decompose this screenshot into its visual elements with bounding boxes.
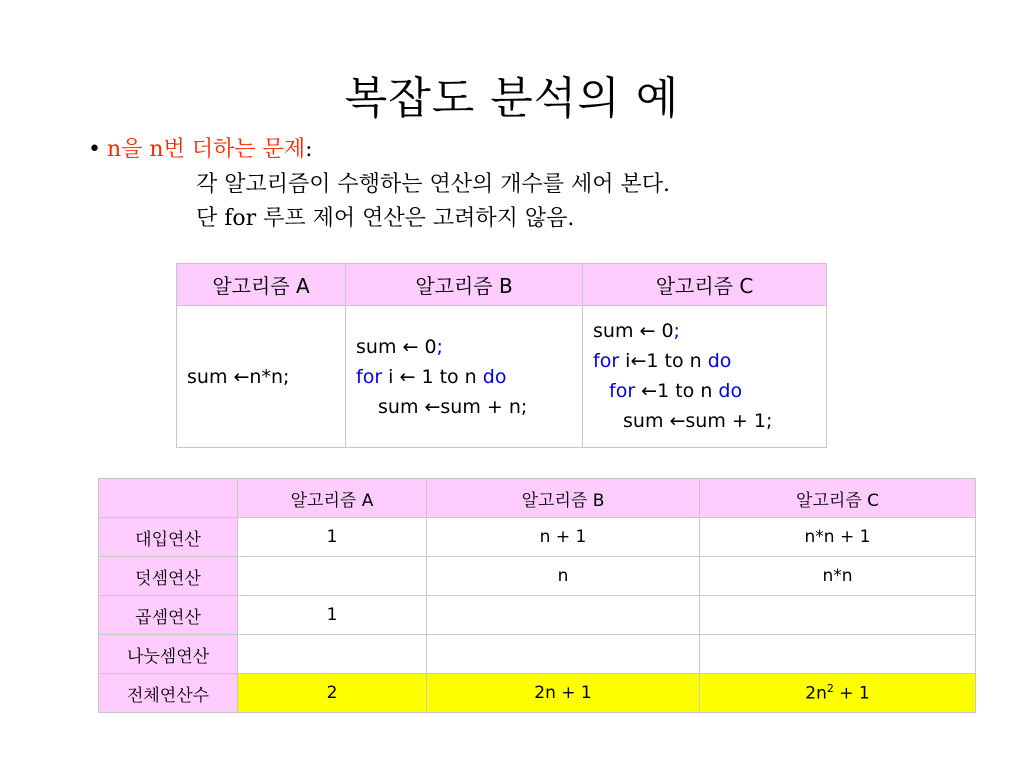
code-b-semicolon: ; (436, 335, 443, 358)
code-c-line-1 (593, 316, 816, 346)
code-b-line-2 (356, 362, 572, 392)
table-row (99, 635, 976, 674)
row-label: 덧셈연산 (99, 557, 238, 596)
ops-header-algo-a: 알고리즘 A (238, 479, 427, 518)
code-cell-c (583, 306, 827, 448)
total-label: 전체연산수 (99, 674, 238, 713)
code-c-do-keyword: do (707, 350, 732, 372)
header-algo-a: 알고리즘 A (177, 264, 346, 306)
cell-c (700, 635, 976, 674)
code-c-outer-range: i←1 to n (619, 350, 708, 372)
code-b-do-keyword: do (482, 365, 507, 388)
code-b-for-keyword: for (356, 365, 383, 388)
code-b-line-1 (356, 332, 572, 362)
cell-a (238, 635, 427, 674)
ops-header-blank (99, 479, 238, 518)
description-line-2: 단 for 루프 제어 연산은 고려하지 않음. (196, 206, 575, 231)
total-row (99, 674, 976, 713)
ops-header-algo-b: 알고리즘 B (427, 479, 700, 518)
total-a: 2 (238, 674, 427, 713)
total-c (700, 674, 976, 713)
code-cell-a (177, 306, 346, 448)
total-c-exponent: 2 (826, 682, 834, 696)
total-b: 2n + 1 (427, 674, 700, 713)
cell-b (427, 635, 700, 674)
table-row (99, 596, 976, 635)
cell-a: 1 (238, 518, 427, 557)
cell-b: n + 1 (427, 518, 700, 557)
slide-title: 복잡도 분석의 예 (344, 73, 680, 124)
cell-a (238, 557, 427, 596)
cell-c: n*n (700, 557, 976, 596)
code-c-for-keyword: for (593, 350, 620, 372)
cell-c (700, 596, 976, 635)
code-c-inner-range: ←1 to n (635, 380, 719, 402)
cell-b (427, 596, 700, 635)
operation-count-table (98, 478, 976, 713)
bullet-marker: • (88, 137, 101, 162)
code-a-line-1: sum ←n*n; (187, 365, 290, 388)
code-c-line-2 (593, 346, 816, 376)
table-row (99, 518, 976, 557)
total-c-base: 2n (805, 683, 827, 704)
code-c-assign: sum ← 0 (593, 320, 674, 342)
description-line-1: 각 알고리즘이 수행하는 연산의 개수를 세어 본다. (196, 172, 670, 197)
cell-c: n*n + 1 (700, 518, 976, 557)
algorithm-code-table (176, 263, 827, 448)
code-b-line-3: sum ←sum + n; (378, 395, 528, 418)
code-c-inner-for-keyword: for (609, 380, 636, 402)
bullet-heading (88, 132, 313, 163)
code-c-line-3 (593, 376, 816, 406)
row-label: 나눗셈연산 (99, 635, 238, 674)
problem-heading: n을 n번 더하는 문제 (106, 137, 306, 162)
cell-a: 1 (238, 596, 427, 635)
header-algo-c: 알고리즘 C (583, 264, 827, 306)
table-row (99, 557, 976, 596)
ops-header-algo-c: 알고리즘 C (700, 479, 976, 518)
row-label: 곱셈연산 (99, 596, 238, 635)
cell-b: n (427, 557, 700, 596)
code-b-range: i ← 1 to n (382, 365, 483, 388)
code-cell-b (346, 306, 583, 448)
header-algo-b: 알고리즘 B (346, 264, 583, 306)
code-c-line-4: sum ←sum + 1; (623, 410, 773, 432)
code-c-semicolon: ; (673, 320, 680, 342)
code-c-inner-do-keyword: do (718, 380, 743, 402)
row-label: 대입연산 (99, 518, 238, 557)
total-c-rest: + 1 (833, 683, 870, 704)
heading-colon: : (305, 137, 313, 162)
code-b-assign: sum ← 0 (356, 335, 437, 358)
